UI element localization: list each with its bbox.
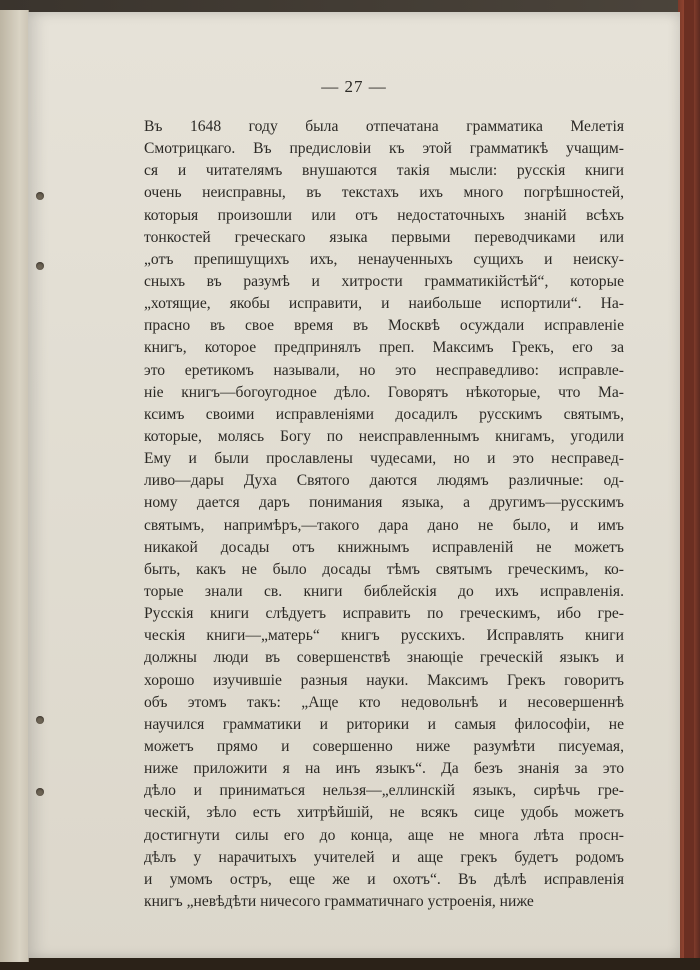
text-line: которыя произошли или отъ недостаточныхъ знаній всѣхъ	[144, 206, 624, 224]
text-line: прасно въ свое время въ Москвѣ осуждали исправленіе	[144, 317, 624, 335]
text-line: достигнути силы его до конца, аще не многа лѣта просн-	[144, 826, 624, 844]
text-line: святымъ, напримѣръ,—такого дара дано не было, и имъ	[144, 516, 624, 534]
text-line: это еретикомъ называли, но это несправедливо: исправле-	[144, 361, 624, 379]
text-line: ческія книги—„матерь“ книгъ русскихъ. Исправлять книги	[144, 627, 624, 645]
text-line: Въ 1648 году была отпечатана грамматика Мелетія	[144, 118, 624, 135]
text-line: тонкостей греческаго языка первыми переводчиками или	[144, 228, 624, 246]
text-line: быть, какъ не было досады тѣмъ святымъ греческимъ, ко-	[144, 560, 624, 578]
text-line: никакой досады отъ книжнымъ исправленій не можетъ	[144, 538, 624, 556]
text-line: дѣло и приниматься нельзя—„еллинскій языкъ, сирѣчь гре-	[144, 782, 624, 800]
book-bottom-edge	[0, 958, 700, 970]
text-line: книгъ, которое предпринялъ преп. Максимъ Грекъ, его за	[144, 339, 624, 357]
book-page	[28, 12, 680, 958]
cover-strip	[684, 0, 694, 970]
text-line: ниже приложити я на инъ языкъ“. Да безъ знанія за это	[144, 760, 624, 778]
text-line: ся и читателямъ внушаются такія мысли: русскія книги	[144, 162, 624, 180]
text-line: Ему и были прославлены чудесами, но и это несправед-	[144, 450, 624, 468]
text-line: торые знали св. книги библейскія до ихъ исправленія.	[144, 582, 624, 600]
text-line: и умомъ остръ, еще же и охотъ“. Въ дѣлѣ исправленія	[144, 870, 624, 888]
page-number: — 27 —	[321, 77, 387, 96]
text-line: дѣлъ у нарачитыхъ учителей и аще грекъ будетъ родомъ	[144, 848, 624, 866]
binding-hole	[36, 716, 44, 724]
text-line: ксимъ своими исправленіями досадилъ русскимъ святымъ,	[144, 405, 624, 423]
text-line: которые, молясь Богу по неисправленнымъ книгамъ, угодили	[144, 427, 624, 445]
text-line: Русскія книги слѣдуетъ исправить по греческимъ, ибо гре-	[144, 605, 624, 623]
text-line: ческій, зѣло есть хитрѣйшій, не всякъ сице удобь можетъ	[144, 804, 624, 822]
text-line: ливо—дары Духа Святого даются людямъ различные: од-	[144, 472, 624, 490]
text-line: хорошо изучившіе разныя науки. Максимъ Грекъ говоритъ	[144, 671, 624, 689]
body-text	[144, 116, 624, 913]
text-line: книгъ „невѣдѣти ничесого грамматичнаго устроенія, ниже	[144, 892, 534, 910]
text-line: можетъ прямо и совершенно ниже разумѣти писуемая,	[144, 737, 624, 755]
binding-hole	[36, 262, 44, 270]
binding-hole	[36, 192, 44, 200]
text-line: Смотрицкаго. Въ предисловіи къ этой грамматикѣ учащим-	[144, 140, 624, 158]
text-line: сныхъ въ разумѣ и хитрости грамматикійстѣй“, которые	[144, 272, 624, 290]
text-line: ніе книгъ—богоугодное дѣло. Говорятъ нѣкоторые, что Ма-	[144, 383, 624, 401]
text-line: должны люди въ совершенствѣ знающіе греческій языкъ и	[144, 649, 624, 667]
book-cover-edge	[678, 0, 700, 970]
binding-hole	[36, 788, 44, 796]
facing-page-edge	[0, 10, 29, 962]
text-line: научился грамматики и риторики и самыя философіи, не	[144, 715, 624, 733]
text-line: объ этомъ такъ: „Аще кто недовольнѣ и несовершеннѣ	[144, 693, 624, 711]
text-line: ному дается даръ понимания языка, а другимъ—русскимъ	[144, 494, 624, 512]
text-line: „отъ препишущихъ ихъ, ненаученныхъ сущихъ и неиску-	[144, 250, 624, 268]
text-line: очень неисправны, въ текстахъ ихъ много погрѣшностей,	[144, 184, 624, 202]
text-line: „хотящие, якобы исправити, и наибольше испортили“. На-	[144, 295, 624, 313]
